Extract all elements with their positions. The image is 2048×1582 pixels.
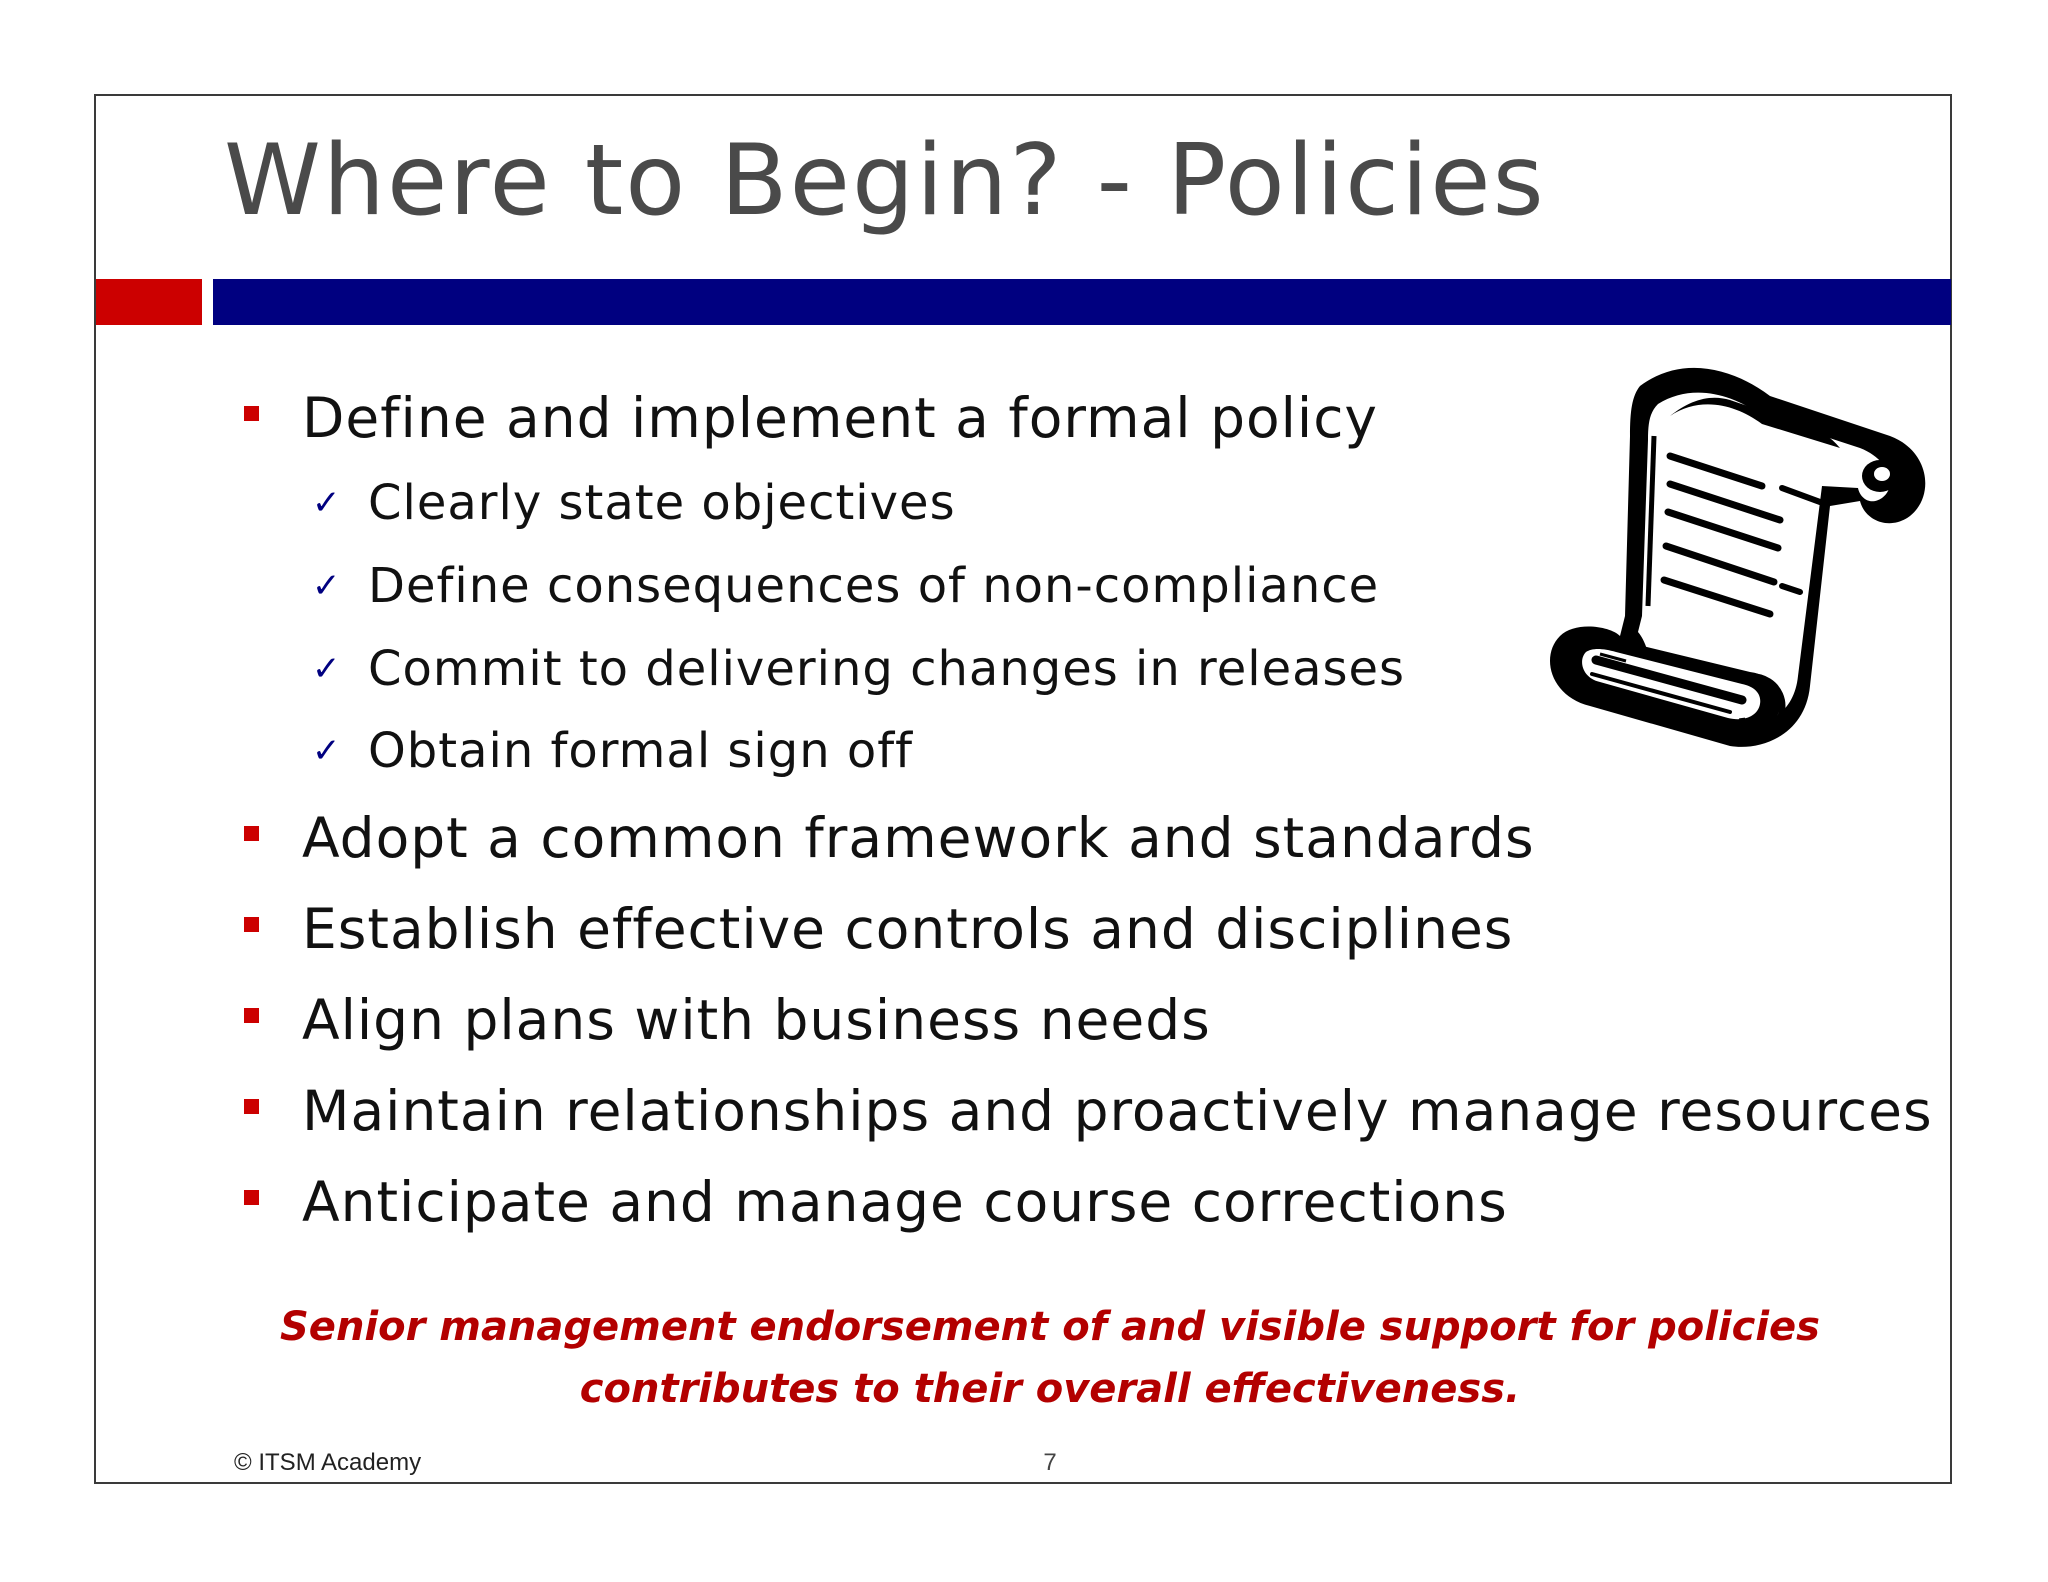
sub-item-text: Define consequences of non-compliance — [368, 558, 1380, 614]
bullet-text: Maintain relationships and proactively manage resources — [302, 1079, 1933, 1143]
bullet-marker — [244, 826, 259, 841]
note-line: contributes to their overall effectiveness. — [579, 1366, 1521, 1412]
bullet-text: Define and implement a formal policy — [302, 386, 1378, 450]
check-icon: ✓ — [312, 483, 341, 523]
title-accent-blue-bar — [213, 279, 1951, 325]
bullet-marker — [244, 1190, 259, 1205]
bullet-marker — [244, 406, 259, 421]
slide-title: Where to Begin? - Policies — [224, 124, 1546, 238]
check-icon: ✓ — [312, 649, 341, 689]
bullet-text: Adopt a common framework and standards — [302, 806, 1535, 870]
bullet-text: Align plans with business needs — [302, 988, 1211, 1052]
title-accent-red-bar — [96, 279, 202, 325]
sub-item-text: Obtain formal sign off — [368, 723, 914, 779]
check-icon: ✓ — [312, 731, 341, 771]
bullet-marker — [244, 1099, 259, 1114]
bullet-marker — [244, 917, 259, 932]
sub-item-text: Clearly state objectives — [368, 475, 956, 531]
note-line: Senior management endorsement of and visible support for policies — [280, 1304, 1820, 1350]
sub-item-text: Commit to delivering changes in releases — [368, 641, 1406, 697]
bullet-text: Anticipate and manage course corrections — [302, 1170, 1508, 1234]
footer-copyright: © ITSM Academy — [234, 1449, 422, 1476]
bullet-text: Establish effective controls and disciplines — [302, 897, 1514, 961]
check-icon: ✓ — [312, 566, 341, 606]
bullet-marker — [244, 1008, 259, 1023]
page-number: 7 — [1043, 1449, 1057, 1476]
scroll-icon — [1530, 356, 1930, 756]
